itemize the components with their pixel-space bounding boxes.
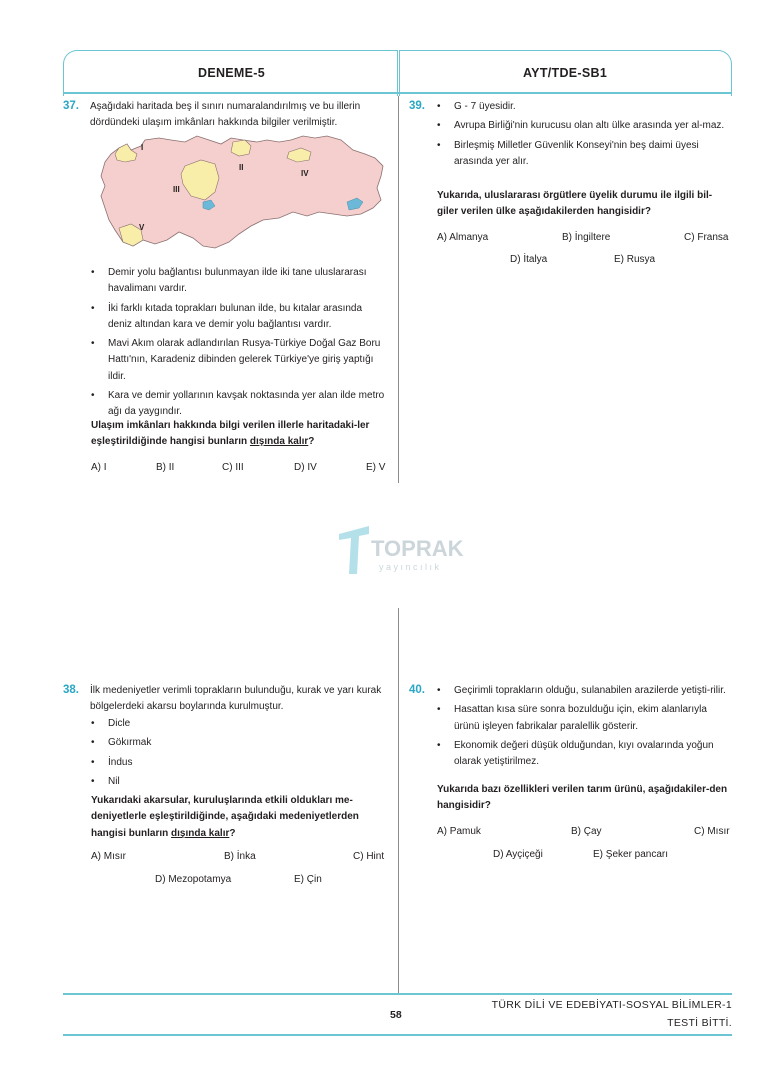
q39-option-c[interactable]: C) Fransa (684, 232, 729, 243)
q38-option-e[interactable]: E) Çin (294, 874, 322, 885)
q37-option-e[interactable]: E) V (366, 462, 386, 473)
map-label-IV: IV (301, 169, 309, 178)
list-item: • Gökırmak (91, 735, 387, 751)
footer-separator (63, 993, 732, 995)
question-40-number: 40. (409, 684, 425, 696)
header-right-title: AYT/TDE-SB1 (523, 66, 608, 80)
toprak-logo-icon (335, 520, 475, 580)
map-label-V: V (139, 223, 145, 232)
question-38-stem: Yukarıdaki akarsular, kuruluşlarında etkili oldukları me-deniyetlerle eşleştirildiğinde, aşağıdaki medeniyetlerden hangisi bunların dışında kalır? (91, 795, 359, 839)
question-40-stem: Yukarıda bazı özellikleri verilen tarım ürünü, aşağıdakiler-den hangisidir? (437, 784, 728, 812)
question-37-bullets (91, 265, 387, 424)
list-item: • Geçirimli toprakların olduğu, sulanabilen arazilerde yetişti-rilir. (437, 683, 733, 699)
list-item: • Hasattan kısa süre sonra bozulduğu için, ekim alanlarıyla ürünü işleyen fabrikalar paralellik gösterir. (437, 702, 733, 735)
question-37-stem: Ulaşım imkânları hakkında bilgi verilen illerle haritadaki-ler eşleştirildiğinde hangisi bunların dışında kalır? (91, 420, 370, 448)
map-label-III: III (173, 185, 180, 194)
q38-option-a[interactable]: A) Mısır (91, 851, 126, 862)
q40-option-b[interactable]: B) Çay (571, 826, 602, 837)
list-item: • Birleşmiş Milletler Güvenlik Konseyi'nin beş daimi üyesi arasında yer alır. (437, 138, 733, 171)
q37-option-d[interactable]: D) IV (294, 462, 317, 473)
footer-test-name: TÜRK DİLİ VE EDEBİYATI-SOSYAL BİLİMLER-1 (491, 999, 732, 1011)
header-left-title: DENEME-5 (198, 66, 265, 80)
list-item: • Kara ve demir yollarının kavşak noktasında yer alan ilde metro ağı da yaygındır. (91, 388, 387, 421)
question-40-bullets (437, 683, 733, 773)
list-item: • Ekonomik değeri düşük olduğundan, kıyı ovalarında yoğun olarak yetiştirilmez. (437, 738, 733, 771)
watermark-brand: TOPRAK (371, 536, 464, 561)
question-37-intro: Aşağıdaki haritada beş il sınırı numaralandırılmış ve bu illerin dördündeki ulaşım imkânları hakkında bilgiler verilmiştir. (90, 101, 361, 129)
q38-option-c[interactable]: C) Hint (353, 851, 385, 862)
question-37-number: 37. (63, 100, 79, 112)
q40-option-c[interactable]: C) Mısır (694, 826, 730, 837)
publisher-watermark (335, 520, 475, 580)
question-39-number: 39. (409, 100, 425, 112)
footer-bottom-rule (63, 1034, 732, 1036)
q38-option-d[interactable]: D) Mezopotamya (155, 874, 232, 885)
q40-option-a[interactable]: A) Pamuk (437, 826, 481, 837)
q40-option-d[interactable]: D) Ayçiçeği (493, 849, 543, 860)
question-39-stem: Yukarıda, uluslararası örgütlere üyelik durumu ile ilgili bil-giler verilen ülke aşağıdakilerden hangisidir? (437, 190, 713, 218)
turkey-map (97, 130, 387, 258)
list-item: • Dicle (91, 716, 387, 732)
column-divider-top (398, 96, 399, 483)
q39-option-d[interactable]: D) İtalya (510, 254, 548, 265)
q37-option-c[interactable]: C) III (222, 462, 244, 473)
q37-option-a[interactable]: A) I (91, 462, 107, 473)
question-38-number: 38. (63, 684, 79, 696)
question-39-bullets (437, 99, 733, 173)
list-item: • Mavi Akım olarak adlandırılan Rusya-Türkiye Doğal Gaz Boru Hattı'nın, Karadeniz dibinden gelerek Türkiye'ye giriş yaptığı ildir. (91, 336, 387, 385)
q38-option-b[interactable]: B) İnka (224, 851, 256, 862)
q40-option-e[interactable]: E) Şeker pancarı (593, 849, 669, 860)
list-item: • Demir yolu bağlantısı bulunmayan ilde iki tane uluslararası havalimanı vardır. (91, 265, 387, 298)
q39-option-a[interactable]: A) Almanya (437, 232, 489, 243)
q37-option-b[interactable]: B) II (156, 462, 175, 473)
list-item: • Avrupa Birliği'nin kurucusu olan altı ülke arasında yer al-maz. (437, 118, 733, 134)
list-item: • İki farklı kıtada toprakları bulunan ilde, bu kıtalar arasında deniz altından kara ve demir yolu bağlantısı vardır. (91, 301, 387, 334)
question-38-intro: İlk medeniyetler verimli toprakların bulunduğu, kurak ve yarı kurak bölgelerdeki akarsu boylarında kurulmuştur. (90, 685, 382, 713)
footer-end-note: TESTİ BİTTİ. (667, 1017, 732, 1029)
map-label-I: I (141, 143, 144, 152)
list-item: • G - 7 üyesidir. (437, 99, 733, 115)
q39-option-b[interactable]: B) İngiltere (562, 232, 611, 243)
header-separator (63, 92, 732, 94)
list-item: • Nil (91, 774, 387, 790)
map-label-II: II (239, 163, 244, 172)
watermark-sub: yayıncılık (379, 562, 442, 572)
page-number: 58 (390, 1009, 402, 1021)
province-I (115, 144, 137, 162)
list-item: • İndus (91, 755, 387, 771)
column-divider-bottom (398, 608, 399, 993)
question-38-bullets (91, 716, 387, 793)
q39-option-e[interactable]: E) Rusya (614, 254, 656, 265)
